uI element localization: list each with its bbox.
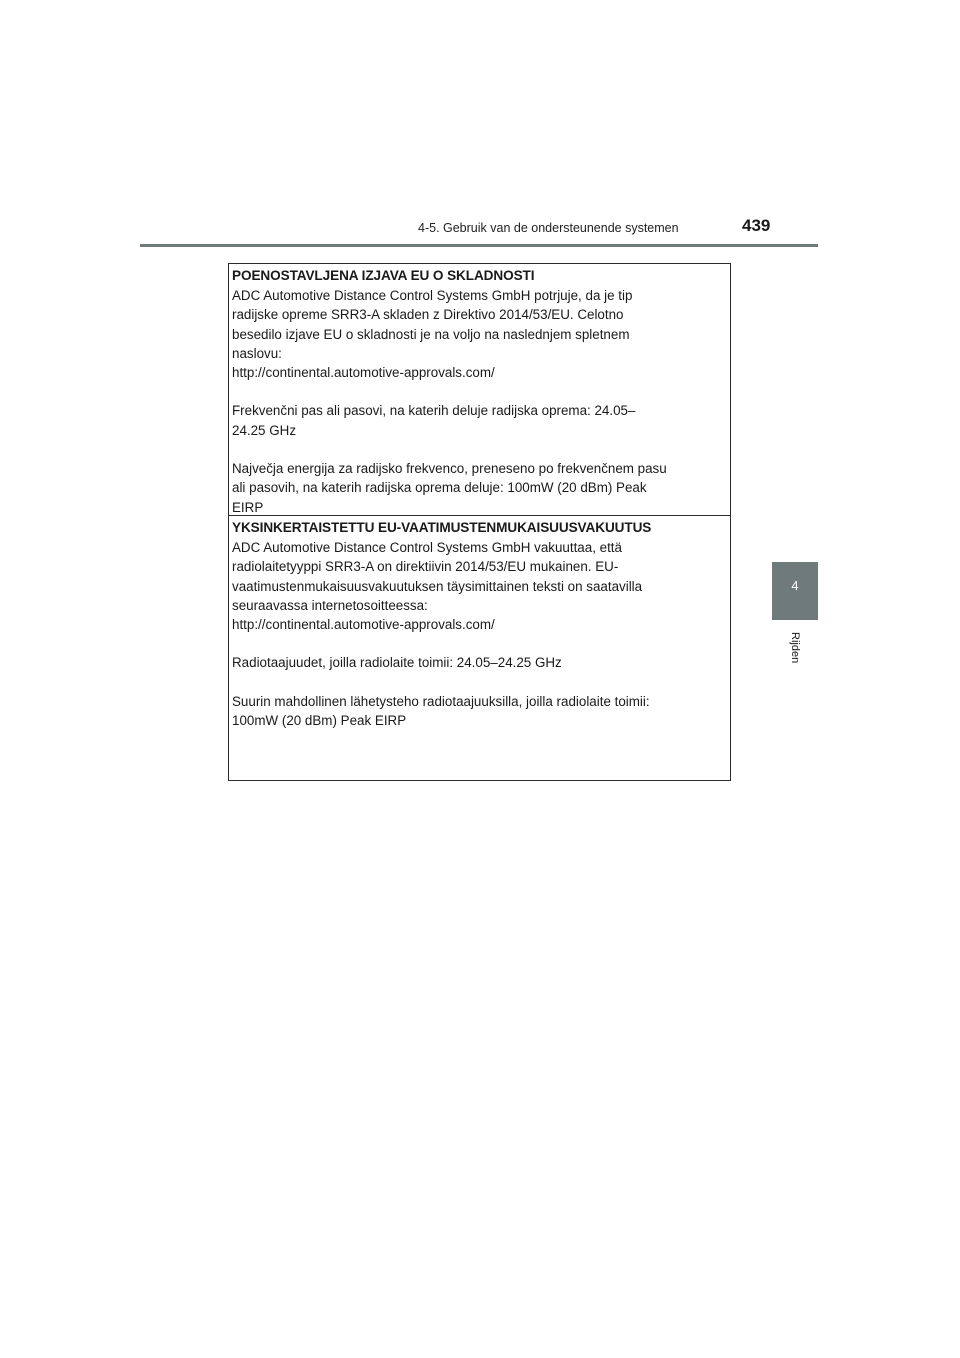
declaration-box (228, 263, 731, 781)
declaration-section-finnish (229, 516, 730, 730)
section-paragraph: ADC Automotive Distance Control Systems GmbH vakuuttaa, että radiolaitetyyppi SRR3-A on direktiivin 2014/53/EU mukainen. EU- vaatimustenmukaisuusvakuutuksen täysimittainen teksti on saatavilla seuraavassa internetosoitteessa: http://continental.automotive-approvals.com/ (232, 540, 643, 633)
header-divider (140, 244, 818, 247)
section-paragraph: Največja energija za radijsko frekvenco, preneseno po frekvenčnem pasu ali pasovih, na katerih radijska oprema deluje: 100mW (20 dBm) Peak EIRP (232, 461, 667, 515)
running-header-title: 4-5. Gebruik van de ondersteunende systemen (418, 221, 679, 235)
section-paragraph: Radiotaajuudet, joilla radiolaite toimii: 24.05–24.25 GHz (232, 655, 562, 671)
chapter-tab-label: Rijden (789, 632, 801, 664)
page-number: 439 (742, 216, 771, 235)
section-heading: POENOSTAVLJENA IZJAVA EU O SKLADNOSTI (232, 268, 535, 283)
section-heading: YKSINKERTAISTETTU EU-VAATIMUSTENMUKAISUUSVAKUUTUS (232, 520, 652, 535)
section-paragraph: Suurin mahdollinen lähetysteho radiotaajuuksilla, joilla radiolaite toimii: 100mW (20 dBm) Peak EIRP (232, 693, 650, 729)
declaration-section-slovenian (229, 264, 730, 516)
section-paragraph: Frekvenčni pas ali pasovi, na katerih deluje radijska oprema: 24.05– 24.25 GHz (232, 403, 636, 438)
chapter-tab: 4 (772, 562, 818, 620)
section-paragraph: ADC Automotive Distance Control Systems GmbH potrjuje, da je tip radijske opreme SRR3-A skladen z Direktivo 2014/53/EU. Celotno besedilo izjave EU o skladnosti je na voljo na naslednjem spletnem naslovu: http://continental.automotive-approvals.com/ (232, 288, 633, 381)
